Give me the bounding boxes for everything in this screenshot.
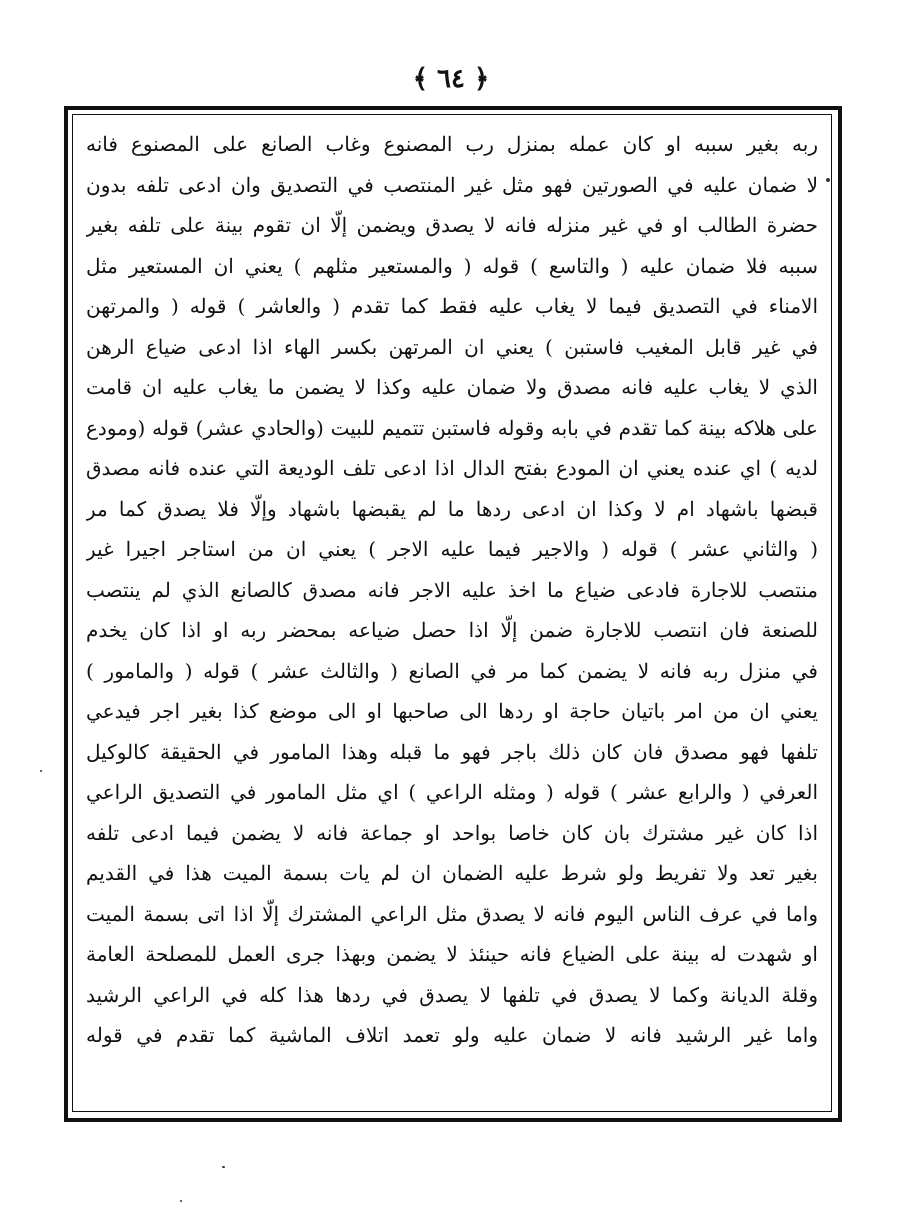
text-line: لا ضمان عليه في الصورتين فهو مثل غير المنتصب في التصديق وان ادعى تلفه بدون [86,172,818,197]
text-line: منتصب للاجارة فادعى ضياع ما اخذ عليه الاجر فانه مصدق كالصانع الذي لم ينتصب [86,577,818,602]
text-line: يعني ان من امر باتيان حاجة او ردها الى صاحبها او الى موضع كذا بغير اجر فيدعي [86,699,818,723]
text-line: الامناء في التصديق فيما لا يغاب عليه فقط كما تقدم ( والعاشر ) قوله ( والمرتهن [86,294,818,318]
text-line: ( والثاني عشر ) قوله ( والاجير فيما عليه الاجر ) يعني ان من استاجر اجيرا غير [86,537,818,561]
page-number: ﴿ ٦٤ ﴾ [412,64,490,94]
text-line: على هلاكه بينة كما تقدم في بابه وقوله فاستبن تتميم للبيت (والحادي عشر) قوله (ومودع [86,415,818,440]
text-line: ربه بغير سببه او كان عمله بمنزل رب المصنوع وغاب الصانع على المصنوع فانه [86,132,818,156]
scan-speck [40,770,42,772]
scan-speck [826,178,830,182]
text-line: واما غير الرشيد فانه لا ضمان عليه ولو تعمد اتلاف الماشية كما تقدم في قوله [86,1023,818,1047]
text-line: او شهدت له بينة على الضياع فانه حينئذ لا يضمن وبهذا جرى العمل للمصلحة العامة [86,942,818,966]
text-line: وقلة الديانة وكما لا يصدق في تلفها لا يصدق في ردها هذا كله في الراعي الرشيد [86,982,818,1007]
text-line: الذي لا يغاب عليه فانه مصدق ولا ضمان عليه وكذا لا يضمن ما يغاب عليه ان قامت [86,375,818,399]
text-line: اذا كان غير مشترك بان كان خاصا بواحد او جماعة فانه لا يضمن فيما ادعى تلفه [86,820,818,845]
text-line: قبضها باشهاد ام لا وكذا ان ادعى ردها ما لم يقبضها باشهاد وإلّا فلا يصدق كما مر [86,496,818,521]
text-line: سببه فلا ضمان عليه ( والتاسع ) قوله ( والمستعير مثلهم ) يعني ان المستعير مثل [86,253,818,278]
text-line: بغير تعد ولا تفريط ولو شرط عليه الضمان ان لم يات بسمة الميت هذا في القديم [86,861,818,885]
scan-speck [180,1200,182,1202]
text-line: واما في عرف الناس اليوم فانه لا يصدق مثل الراعي المشترك إلّا اذا اتى بسمة الميت [86,901,818,926]
text-line: في منزل ربه فانه لا يضمن كما مر في الصانع ( والثالث عشر ) قوله ( والمامور ) [86,658,818,683]
text-line: العرفي ( والرابع عشر ) قوله ( ومثله الراعي ) اي مثل المامور في التصديق الراعي [86,780,818,804]
text-line: للصنعة فان انتصب للاجارة ضمن إلّا اذا حصل ضياعه بمحضر ربه او اذا كان يخدم [86,618,818,642]
text-body [86,124,818,1104]
scan-speck [222,1166,225,1168]
text-line: لديه ) اي عنده يعني ان المودع بفتح الدال اذا ادعى تلف الوديعة التي عنده فانه مصدق [86,456,818,480]
text-line: في غير قابل المغيب فاستبن ) يعني ان المرتهن بكسر الهاء اذا ادعى ضياع الرهن [86,334,818,359]
text-line: حضرة الطالب او في غير منزله فانه لا يصدق ويضمن إلّا ان تقوم بينة على تلفه بغير [86,213,818,237]
text-line: تلفها فهو مصدق فان كان ذلك باجر فهو ما قبله وهذا المامور في الحقيقة كالوكيل [86,739,818,764]
